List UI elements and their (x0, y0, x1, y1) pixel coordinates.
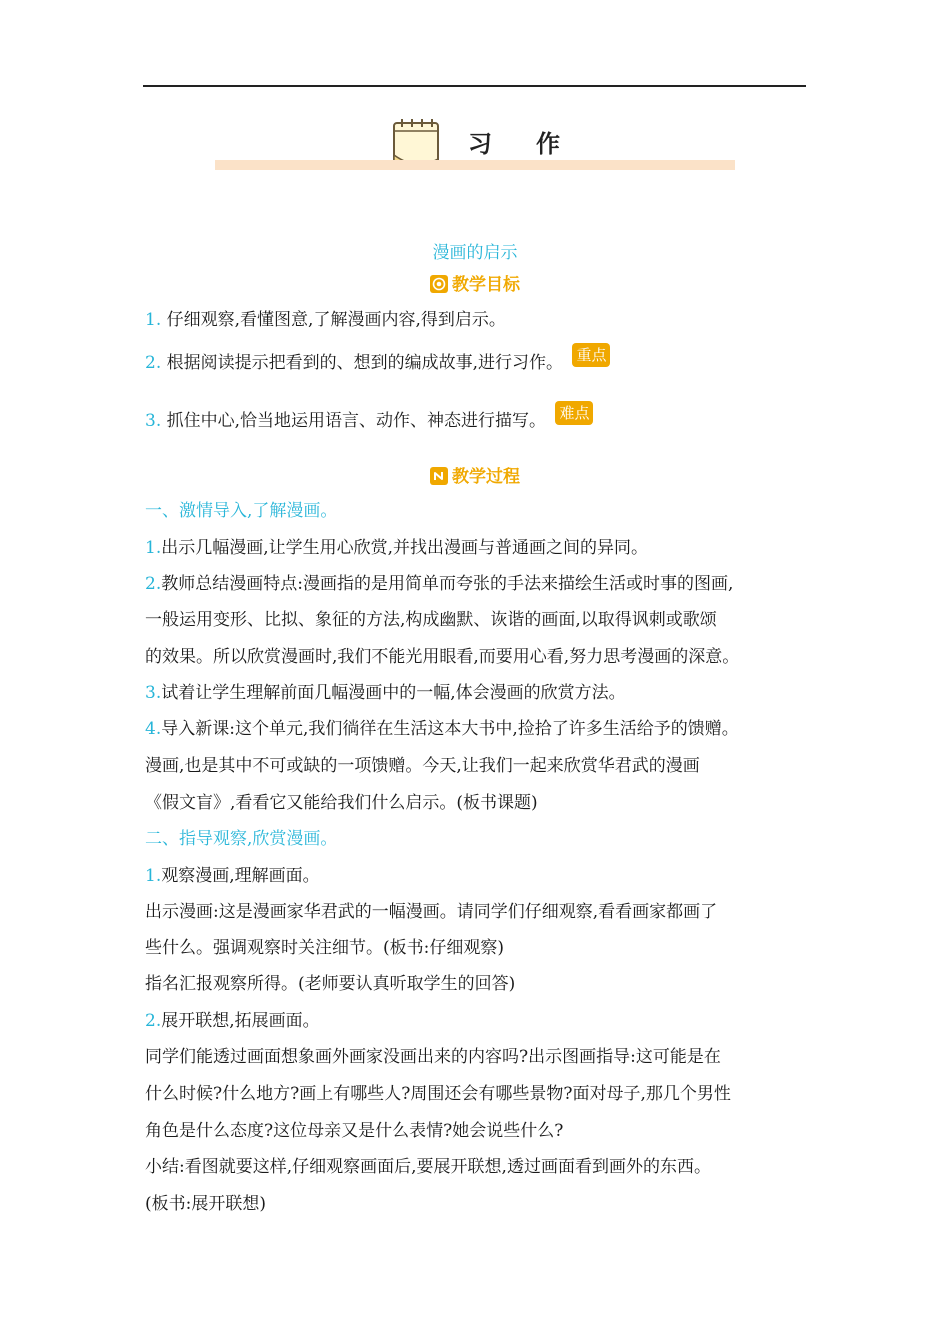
part2-item (145, 865, 320, 887)
key-point-badge: 重点 (572, 343, 610, 367)
item-text: 导入新课:这个单元,我们徜徉在生活这本大书中,捡拾了许多生活给予的馈赠。 (161, 719, 739, 739)
process-heading (0, 462, 950, 487)
goal-num: 2. (145, 353, 162, 373)
item-text: 试着让学生理解前面几幅漫画中的一幅,体会漫画的欣赏方法。 (161, 683, 626, 703)
item-text: 观察漫画,理解画面。 (161, 866, 320, 886)
item-text: 展开联想,拓展画面。 (161, 1011, 320, 1031)
goals-heading-label: 教学目标 (452, 275, 520, 295)
goal-text: 抓住中心,恰当地运用语言、动作、神态进行描写。 (166, 411, 547, 431)
paragraph-line: 角色是什么态度?这位母亲又是什么表情?她会说些什么? (145, 1121, 564, 1141)
goal-text: 根据阅读提示把看到的、想到的编成故事,进行习作。 (166, 353, 564, 373)
part1-item (145, 573, 733, 595)
paragraph-line: 出示漫画:这是漫画家华君武的一幅漫画。请同学们仔细观察,看看画家都画了 (145, 902, 718, 922)
item-num: 3. (145, 683, 162, 703)
item-num: 2. (145, 574, 162, 594)
part2-item (145, 1010, 320, 1032)
item-num: 1. (145, 538, 162, 558)
paragraph-line: 指名汇报观察所得。(老师要认真听取学生的回答) (145, 974, 516, 994)
goal-item (145, 309, 506, 331)
paragraph-line: 小结:看图就要这样,仔细观察画面后,要展开联想,透过画面看到画外的东西。 (145, 1157, 711, 1177)
paragraph-line: 的效果。所以欣赏漫画时,我们不能光用眼看,而要用心看,努力思考漫画的深意。 (145, 647, 740, 667)
paragraph-line: 些什么。强调观察时关注细节。(板书:仔细观察) (145, 938, 504, 958)
paragraph-line: 什么时候?什么地方?画上有哪些人?周围还会有哪些景物?面对母子,那几个男性 (145, 1084, 731, 1104)
part1-item (145, 682, 626, 704)
process-icon (430, 467, 448, 485)
part1-item (145, 718, 739, 740)
part1-item (145, 537, 648, 559)
goal-item (145, 404, 593, 433)
paragraph-line: (板书:展开联想) (145, 1194, 266, 1214)
goals-heading (0, 270, 950, 295)
target-icon (430, 275, 448, 293)
paragraph-line: 漫画,也是其中不可或缺的一项馈赠。今天,让我们一起来欣赏华君武的漫画 (145, 756, 700, 776)
item-text: 出示几幅漫画,让学生用心欣赏,并找出漫画与普通画之间的异同。 (161, 538, 649, 558)
section-title: 习 作 (468, 130, 570, 158)
paragraph-line: 同学们能透过画面想象画外画家没画出来的内容吗?出示图画指导:这可能是在 (145, 1047, 721, 1067)
item-num: 4. (145, 719, 162, 739)
goal-num: 3. (145, 411, 162, 431)
item-num: 2. (145, 1011, 162, 1031)
goal-item (145, 346, 610, 375)
top-rule (143, 85, 806, 87)
process-heading-label: 教学过程 (452, 467, 520, 487)
difficulty-badge: 难点 (555, 401, 593, 425)
item-num: 1. (145, 866, 162, 886)
paragraph-line: 《假文盲》,看看它又能给我们什么启示。(板书课题) (145, 793, 538, 813)
item-text: 教师总结漫画特点:漫画指的是用简单而夸张的手法来描绘生活或时事的图画, (161, 574, 734, 594)
paragraph-line: 一般运用变形、比拟、象征的方法,构成幽默、诙谐的画面,以取得讽刺或歌颂 (145, 610, 717, 630)
part2-heading: 二、指导观察,欣赏漫画。 (145, 829, 338, 849)
goal-num: 1. (145, 310, 162, 330)
goal-text: 仔细观察,看懂图意,了解漫画内容,得到启示。 (166, 310, 506, 330)
lesson-title: 漫画的启示 (432, 243, 518, 263)
header-band (215, 160, 735, 170)
part1-heading: 一、激情导入,了解漫画。 (145, 501, 338, 521)
